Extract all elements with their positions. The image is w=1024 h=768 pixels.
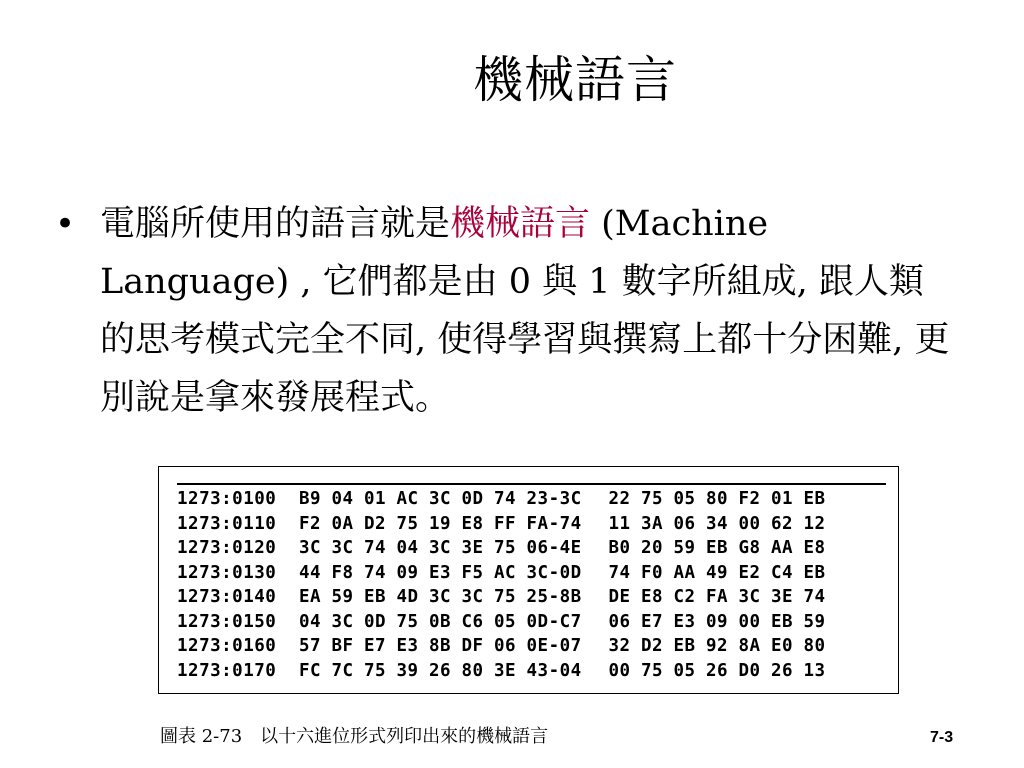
- bullet-highlight: 機械語言: [450, 204, 591, 244]
- hex-byte: 3C: [331, 538, 354, 558]
- hex-byte: 7C: [331, 660, 354, 681]
- hex-byte: B9: [299, 489, 322, 509]
- hex-byte: 22: [608, 489, 631, 509]
- hex-byte: F2: [738, 489, 761, 509]
- hex-byte: 32: [608, 636, 631, 656]
- hex-byte: FA: [706, 587, 729, 607]
- hex-byte: E3: [396, 636, 419, 656]
- hex-byte: 3C: [331, 611, 354, 632]
- hex-byte: 26: [771, 660, 794, 681]
- hex-byte: BF: [331, 636, 354, 656]
- hex-address: 1273:0160: [177, 636, 277, 656]
- hex-byte: G8: [738, 538, 761, 558]
- hex-byte: 0D: [364, 611, 387, 632]
- bullet-text-before: 電腦所使用的語言就是: [100, 204, 451, 244]
- hex-byte: 75: [494, 587, 517, 607]
- hex-byte: 59: [673, 538, 696, 558]
- hex-byte: 20: [641, 538, 664, 558]
- hex-byte: FA-74: [526, 513, 582, 534]
- hex-byte: 06: [673, 513, 696, 534]
- hex-dump-figure: [158, 466, 899, 694]
- hex-byte: AA: [771, 538, 794, 558]
- hex-byte: EB: [771, 611, 794, 632]
- hex-byte: B0: [608, 538, 631, 558]
- hex-address: 1273:0110: [177, 513, 277, 534]
- hex-byte: 01: [771, 489, 794, 509]
- hex-dump-table: [177, 487, 836, 683]
- hex-dump-row: [177, 536, 836, 561]
- hex-byte: 62: [771, 513, 794, 534]
- hex-byte: 3E: [494, 660, 517, 681]
- hex-byte: 3C: [429, 489, 452, 509]
- hex-byte: 44: [299, 562, 322, 583]
- hex-byte: 49: [706, 562, 729, 583]
- hex-address: 1273:0100: [177, 489, 277, 509]
- slide-title: 機械語言: [473, 51, 677, 109]
- hex-byte: E7: [641, 611, 664, 632]
- bullet-text-after: (Machine Language) , 它們都是由 0 與 1 數字所組成, 跟人類的思考模式完全不同, 使得學習與撰寫上都十分困難, 更別說是拿來發展程式。: [100, 204, 950, 418]
- hex-dump-row: [177, 659, 836, 684]
- page-number: 7-3: [930, 729, 954, 746]
- hex-byte: 8A: [738, 636, 761, 656]
- hex-byte: 0B: [429, 611, 452, 632]
- hex-dump-row: [177, 610, 836, 635]
- hex-byte: 75: [494, 538, 517, 558]
- hex-byte: 25-8B: [526, 587, 582, 607]
- hex-byte: 0A: [331, 513, 354, 534]
- hex-byte: 06: [608, 611, 631, 632]
- hex-byte: 11: [608, 513, 631, 534]
- hex-byte: 3C: [738, 587, 761, 607]
- hex-byte: 06-4E: [526, 538, 582, 558]
- hex-byte: 26: [706, 660, 729, 681]
- hex-byte: 04: [396, 538, 419, 558]
- hex-byte: 26: [429, 660, 452, 681]
- hex-byte: E3: [429, 562, 452, 583]
- hex-byte: 39: [396, 660, 419, 681]
- hex-byte: DF: [461, 636, 484, 656]
- hex-byte: F2: [299, 513, 322, 534]
- hex-byte: F8: [331, 562, 354, 583]
- hex-byte: 59: [331, 587, 354, 607]
- hex-byte: 04: [331, 489, 354, 509]
- hex-byte: 80: [706, 489, 729, 509]
- hex-byte: 19: [429, 513, 452, 534]
- hex-byte: D2: [641, 636, 664, 656]
- hex-byte: 75: [396, 611, 419, 632]
- hex-byte: 09: [396, 562, 419, 583]
- figure-caption: 圖表 2-73 以十六進位形式列印出來的機械語言: [160, 726, 549, 747]
- hex-byte: D0: [738, 660, 761, 681]
- hex-dump-row: [177, 561, 836, 586]
- hex-byte: EB: [803, 562, 826, 583]
- hex-byte: E3: [673, 611, 696, 632]
- hex-byte: 4D: [396, 587, 419, 607]
- hex-dump-row: [177, 585, 836, 610]
- hex-byte: 74: [494, 489, 517, 509]
- hex-byte: EB: [364, 587, 387, 607]
- hex-byte: EA: [299, 587, 322, 607]
- hex-address: 1273:0170: [177, 660, 277, 681]
- hex-byte: 75: [396, 513, 419, 534]
- hex-byte: C4: [771, 562, 794, 583]
- hex-byte: C2: [673, 587, 696, 607]
- hex-byte: 0E-07: [526, 636, 582, 656]
- hex-byte: E8: [803, 538, 826, 558]
- hex-byte: 3C-0D: [526, 562, 582, 583]
- hex-byte: 13: [803, 660, 826, 681]
- hex-dump-row: [177, 487, 836, 512]
- hex-byte: F0: [641, 562, 664, 583]
- hex-byte: 00: [738, 611, 761, 632]
- hex-byte: E7: [364, 636, 387, 656]
- hex-byte: F5: [461, 562, 484, 583]
- hex-dump-top-rule: [177, 483, 886, 485]
- hex-byte: 05: [673, 489, 696, 509]
- hex-byte: 75: [641, 489, 664, 509]
- hex-byte: 43-04: [526, 660, 582, 681]
- hex-address: 1273:0130: [177, 562, 277, 583]
- hex-byte: 3C: [429, 587, 452, 607]
- hex-byte: 3C: [299, 538, 322, 558]
- hex-byte: 3C: [429, 538, 452, 558]
- hex-address: 1273:0120: [177, 538, 277, 558]
- hex-byte: 59: [803, 611, 826, 632]
- hex-byte: AA: [673, 562, 696, 583]
- hex-byte: 12: [803, 513, 826, 534]
- hex-byte: 0D: [461, 489, 484, 509]
- hex-byte: 00: [738, 513, 761, 534]
- hex-byte: 74: [608, 562, 631, 583]
- hex-byte: 57: [299, 636, 322, 656]
- hex-byte: AC: [396, 489, 419, 509]
- hex-byte: E2: [738, 562, 761, 583]
- hex-byte: EB: [706, 538, 729, 558]
- hex-byte: FC: [299, 660, 322, 681]
- hex-byte: 8B: [429, 636, 452, 656]
- hex-byte: 80: [461, 660, 484, 681]
- hex-byte: 74: [803, 587, 826, 607]
- hex-byte: FF: [494, 513, 517, 534]
- hex-byte: E8: [461, 513, 484, 534]
- hex-byte: 80: [803, 636, 826, 656]
- hex-byte: 3C: [461, 587, 484, 607]
- hex-byte: DE: [608, 587, 631, 607]
- hex-byte: 01: [364, 489, 387, 509]
- hex-byte: 05: [673, 660, 696, 681]
- hex-byte: EB: [803, 489, 826, 509]
- hex-byte: 74: [364, 562, 387, 583]
- hex-byte: 92: [706, 636, 729, 656]
- hex-byte: 75: [641, 660, 664, 681]
- hex-byte: 09: [706, 611, 729, 632]
- hex-byte: 00: [608, 660, 631, 681]
- hex-byte: 04: [299, 611, 322, 632]
- hex-byte: AC: [494, 562, 517, 583]
- hex-byte: 06: [494, 636, 517, 656]
- hex-byte: 0D-C7: [526, 611, 582, 632]
- hex-byte: EB: [673, 636, 696, 656]
- hex-byte: 75: [364, 660, 387, 681]
- hex-byte: 74: [364, 538, 387, 558]
- hex-dump-row: [177, 634, 836, 659]
- hex-address: 1273:0140: [177, 587, 277, 607]
- hex-byte: 23-3C: [526, 489, 582, 509]
- bullet-marker: •: [55, 204, 76, 244]
- hex-address: 1273:0150: [177, 611, 277, 632]
- hex-byte: D2: [364, 513, 387, 534]
- hex-byte: 05: [494, 611, 517, 632]
- bullet-item: [55, 195, 955, 427]
- hex-byte: 3E: [771, 587, 794, 607]
- hex-byte: 34: [706, 513, 729, 534]
- hex-byte: 3E: [461, 538, 484, 558]
- bullet-text: [100, 195, 950, 427]
- hex-byte: E0: [771, 636, 794, 656]
- hex-byte: C6: [461, 611, 484, 632]
- hex-byte: E8: [641, 587, 664, 607]
- hex-byte: 3A: [641, 513, 664, 534]
- hex-dump-row: [177, 512, 836, 537]
